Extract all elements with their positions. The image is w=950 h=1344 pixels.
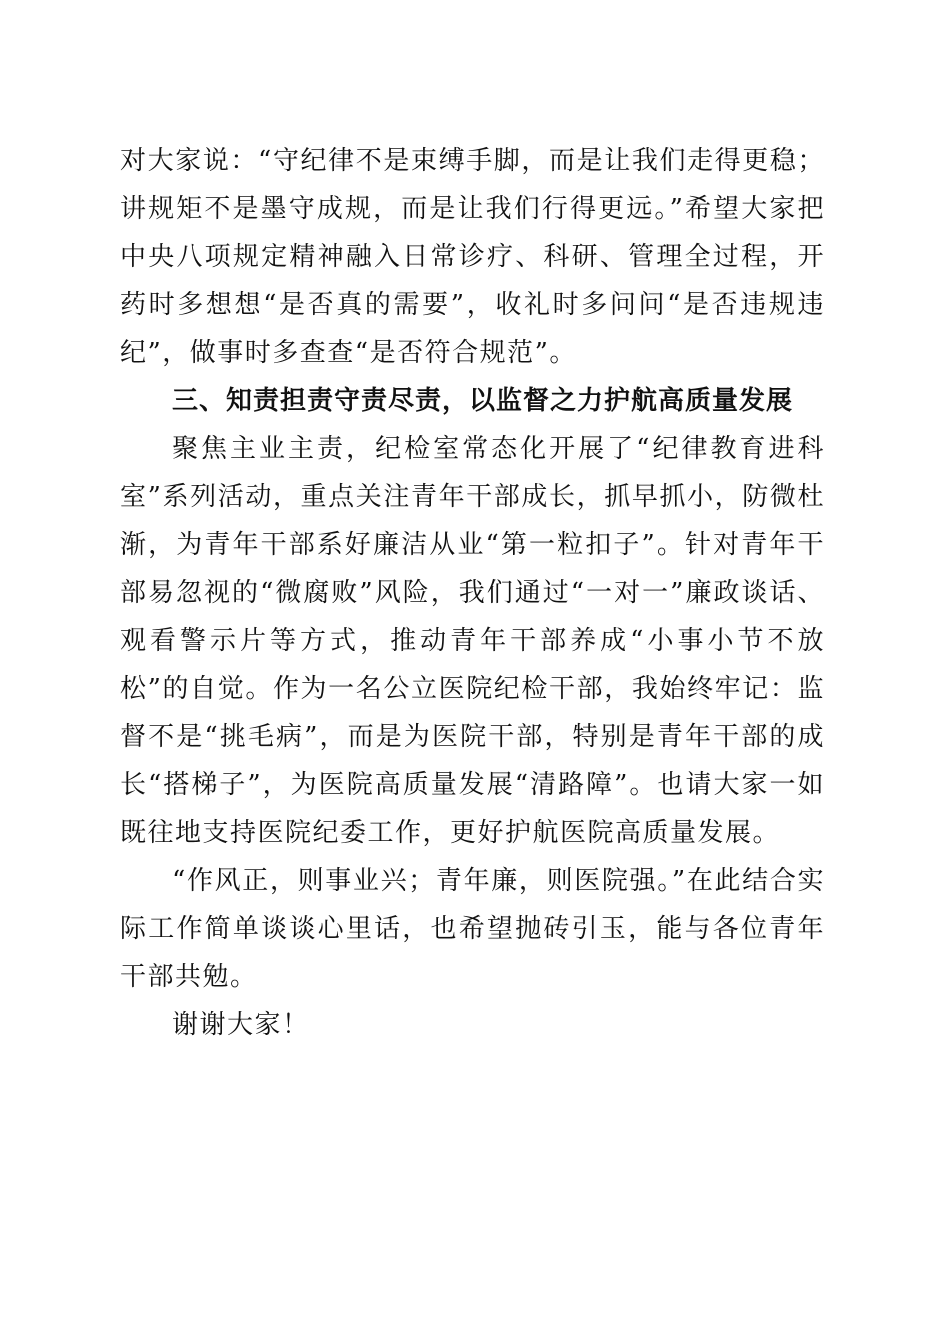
closing-thanks: 谢谢大家！ [172,1010,310,1040]
paragraph-continued: 对大家说：“守纪律不是束缚手脚，而是让我们走得更稳；讲规矩不是墨守成规，而是让我们行得更远。”希望大家把中央八项规定精神融入日常诊疗、科研、管理全过程，开药时多想想“是否真的需要”，收礼时多问问“是否违规违纪”，做事时多查查“是否符合规范”。 [120,146,825,368]
paragraph-conclusion: “作风正，则事业兴；青年廉，则医院强。”在此结合实际工作简单谈谈心里话，也希望抛砖引玉，能与各位青年干部共勉。 [120,866,825,992]
section-heading-3: 三、知责担责守责尽责，以监督之力护航高质量发展 [172,386,794,416]
document-body [120,137,825,1049]
paragraph-supervision: 聚焦主业主责，纪检室常态化开展了“纪律教育进科室”系列活动，重点关注青年干部成长，抓早抓小，防微杜渐，为青年干部系好廉洁从业“第一粒扣子”。针对青年干部易忽视的“微腐败”风险，我们通过“一对一”廉政谈话、观看警示片等方式，推动青年干部养成“小事小节不放松”的自觉。作为一名公立医院纪检干部，我始终牢记：监督不是“挑毛病”，而是为医院干部，特别是青年干部的成长“搭梯子”，为医院高质量发展“清路障”。也请大家一如既往地支持医院纪委工作，更好护航医院高质量发展。 [120,434,825,848]
